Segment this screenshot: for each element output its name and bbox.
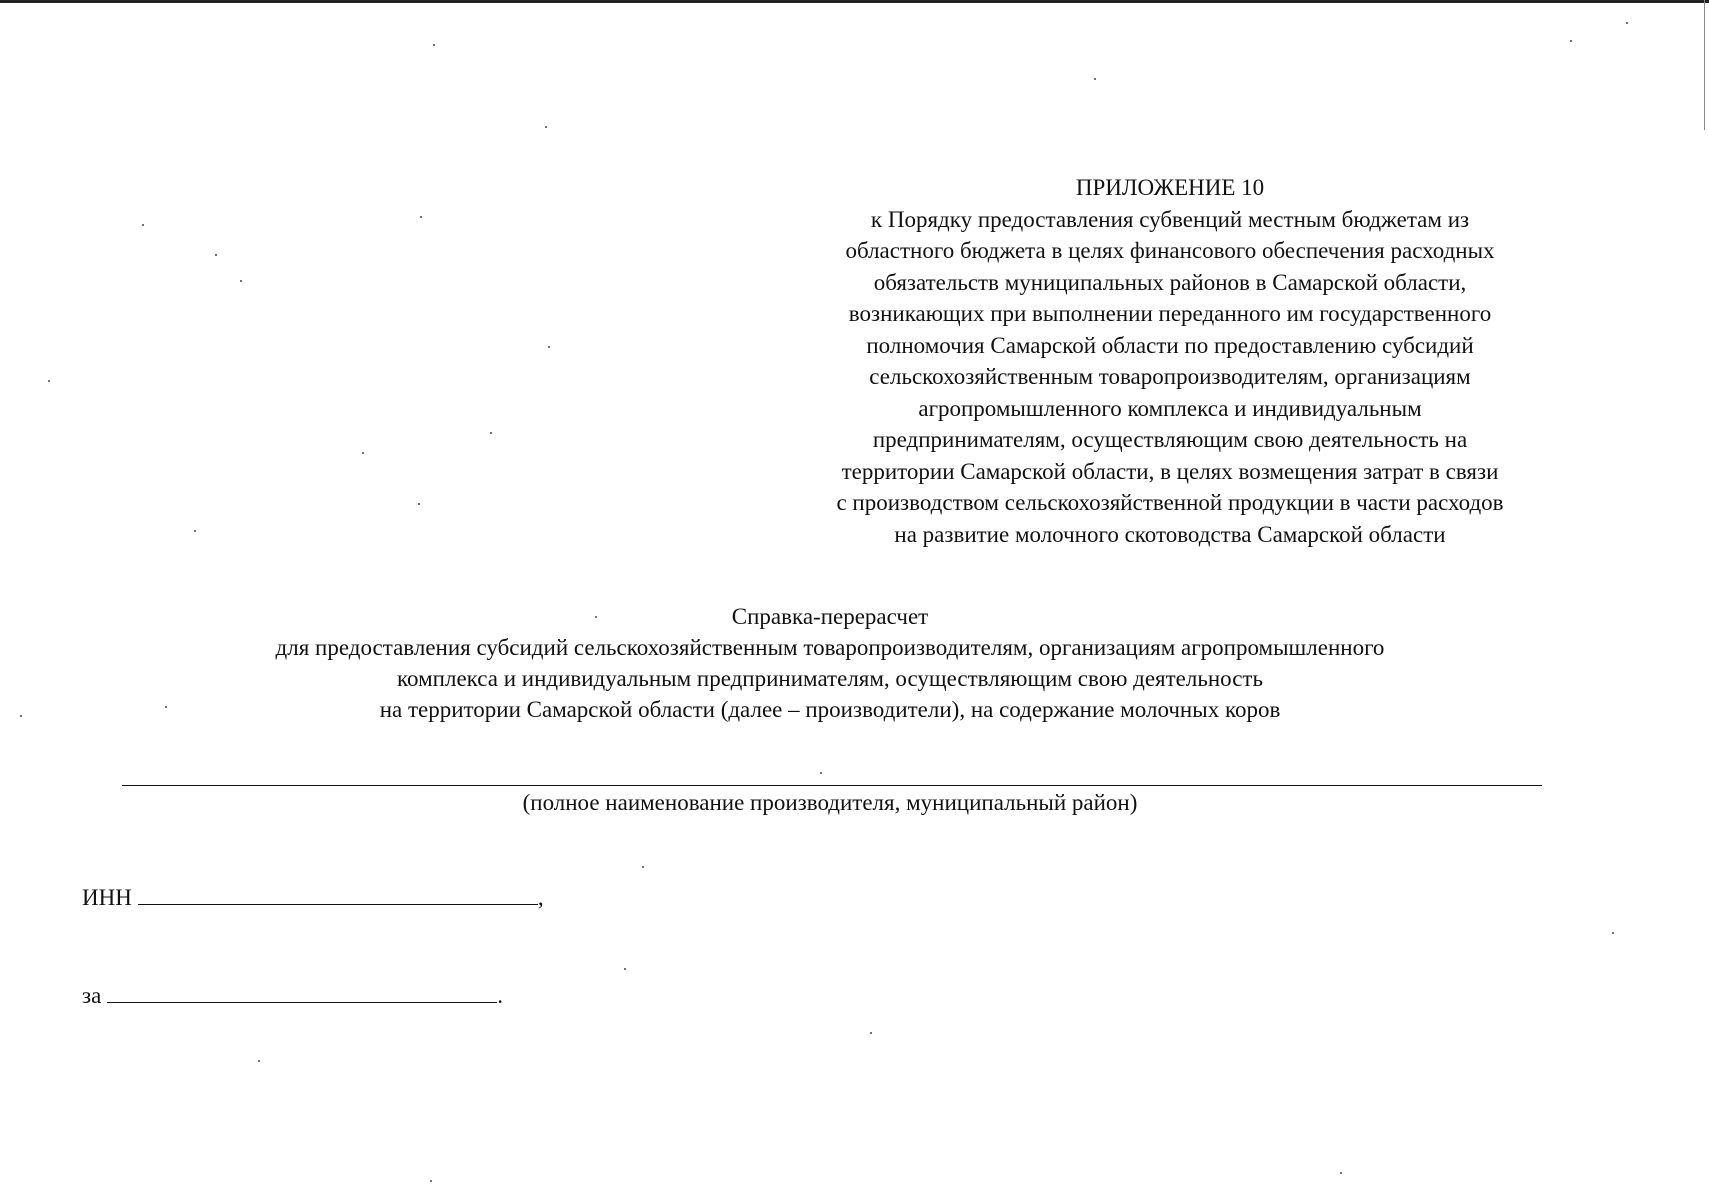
scan-speck xyxy=(820,772,822,774)
inn-field[interactable] xyxy=(138,882,538,905)
producer-name-caption: (полное наименование производителя, муниципальный район) xyxy=(522,790,1138,815)
appendix-line: сельскохозяйственным товаропроизводителям, организациям xyxy=(869,364,1471,389)
producer-name-field[interactable] xyxy=(122,785,1542,786)
scan-top-border xyxy=(0,0,1709,3)
document-title: Справка-перерасчет xyxy=(731,604,929,629)
period-label: за xyxy=(82,983,102,1008)
inn-row xyxy=(82,882,544,913)
scan-speck xyxy=(240,280,242,282)
scan-speck xyxy=(215,254,217,256)
scan-right-edge xyxy=(1704,0,1705,130)
appendix-line: к Порядку предоставления субвенций местным бюджетам из xyxy=(870,206,1470,232)
appendix-line: предпринимателям, осуществляющим свою деятельность на xyxy=(872,427,1468,452)
inn-suffix: , xyxy=(537,885,544,910)
scan-speck xyxy=(48,380,50,382)
appendix-heading: ПРИЛОЖЕНИЕ 10 xyxy=(1075,175,1265,200)
appendix-block xyxy=(760,172,1580,550)
scan-speck xyxy=(433,44,435,46)
appendix-line: областного бюджета в целях финансового обеспечения расходных xyxy=(845,238,1495,263)
scan-speck xyxy=(1626,22,1628,24)
scan-speck xyxy=(545,126,547,128)
document-subtitle-line: на территории Самарской области (далее – производители), на содержание молочных коров xyxy=(379,697,1281,722)
scan-speck xyxy=(258,1060,260,1062)
document-subtitle-line: комплекса и индивидуальным предпринимателям, осуществляющим свою деятельность xyxy=(397,666,1263,691)
document-title-block xyxy=(0,601,1660,725)
appendix-line: на развитие молочного скотоводства Самарской области xyxy=(894,521,1446,547)
appendix-line: возникающих при выполнении переданного им государственного xyxy=(848,301,1492,326)
scan-speck xyxy=(1612,932,1614,934)
scan-speck xyxy=(642,866,644,868)
scan-speck xyxy=(142,224,144,226)
period-row xyxy=(82,980,503,1011)
scan-speck xyxy=(430,1180,432,1182)
appendix-line: агропромышленного комплекса и индивидуальным xyxy=(918,395,1422,421)
scan-speck xyxy=(420,216,422,218)
appendix-line: обязательств муниципальных районов в Самарской области, xyxy=(873,269,1467,295)
appendix-line: с производством сельскохозяйственной продукции в части расходов xyxy=(836,490,1504,515)
inn-label: ИНН xyxy=(82,885,132,910)
scan-speck xyxy=(418,503,420,505)
period-suffix: . xyxy=(497,983,504,1008)
scan-speck xyxy=(490,432,492,434)
appendix-line: территории Самарской области, в целях возмещения затрат в связи xyxy=(841,458,1499,484)
scan-speck xyxy=(362,452,364,454)
scan-speck xyxy=(624,968,626,970)
appendix-line: полномочия Самарской области по предоставлению субсидий xyxy=(866,332,1474,358)
period-field[interactable] xyxy=(107,980,497,1003)
scan-speck xyxy=(548,346,550,348)
scan-speck xyxy=(1094,78,1096,80)
scan-speck xyxy=(870,1032,872,1034)
scan-speck xyxy=(1340,1172,1342,1174)
scan-speck xyxy=(1570,40,1572,42)
document-subtitle-line: для предоставления субсидий сельскохозяйственным товаропроизводителям, организациям агропромышленного xyxy=(275,635,1385,660)
scan-speck xyxy=(194,530,196,532)
